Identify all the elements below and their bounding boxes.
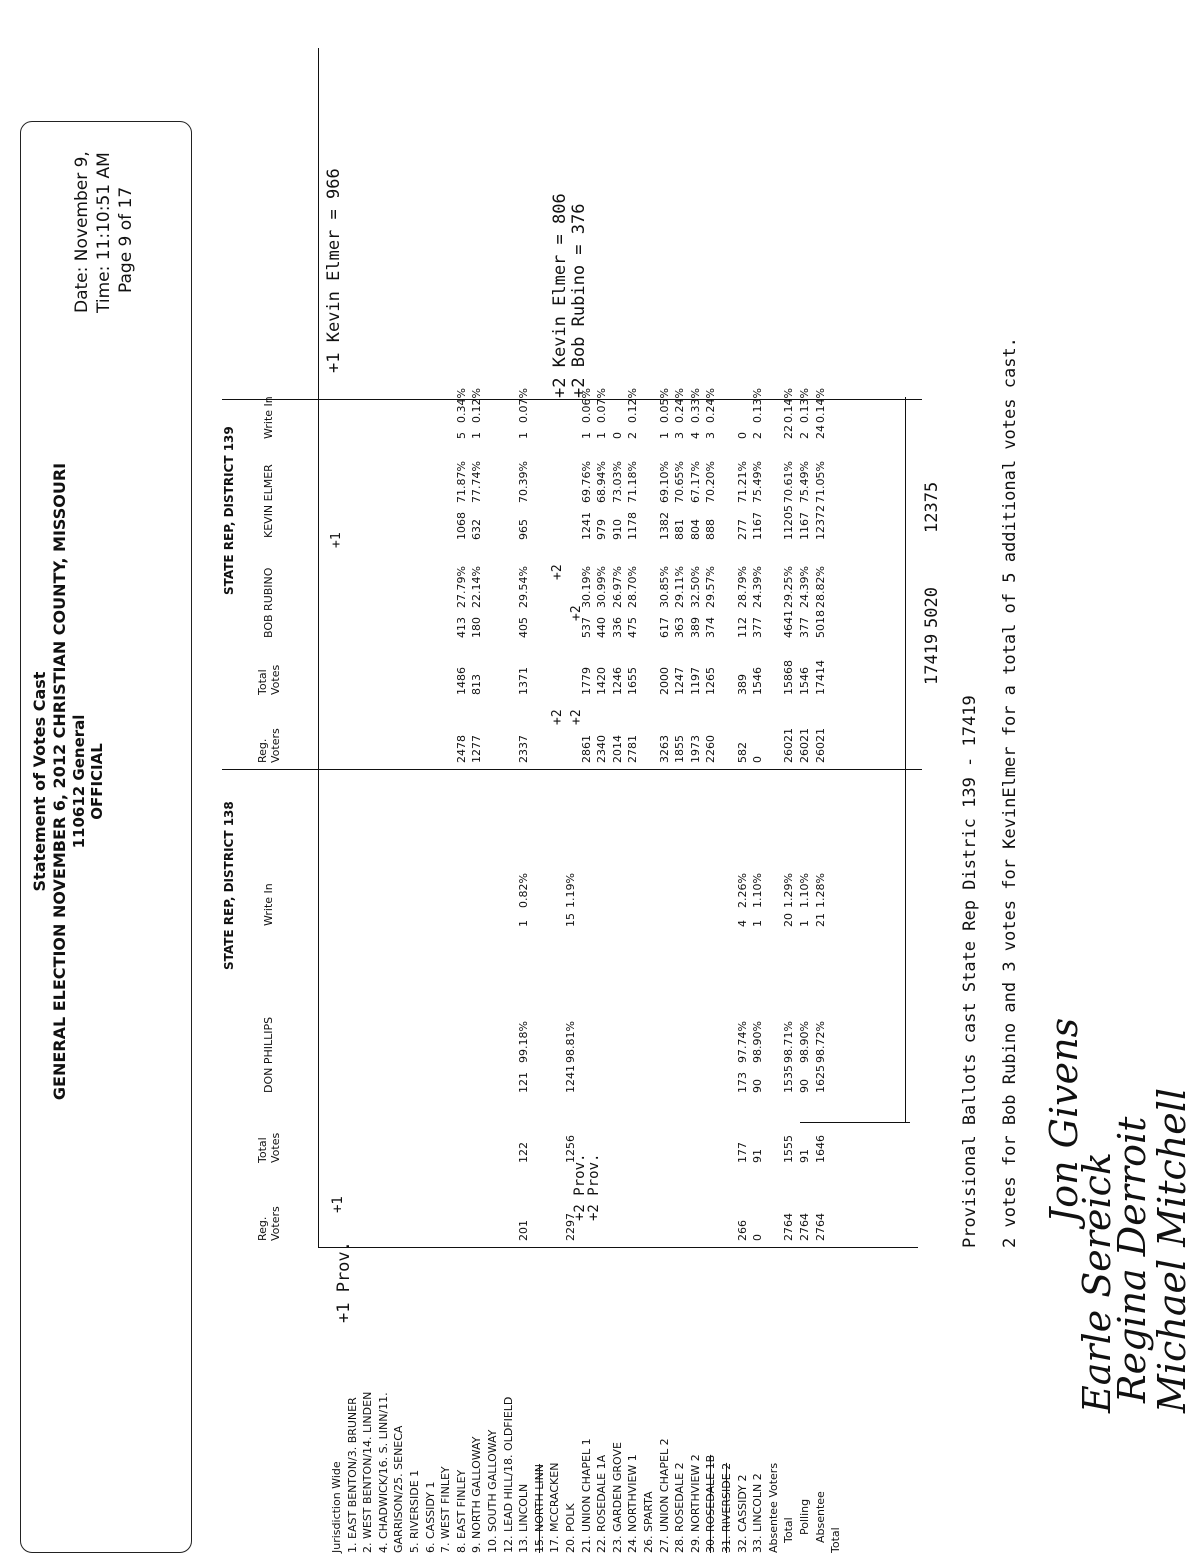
jurisdiction-row: 17. MCCRACKEN [548, 1462, 562, 1553]
table-cell: 71.05% [813, 461, 827, 503]
annotation-kevin-966: +1 Kevin Elmer = 966 [324, 168, 344, 373]
print-time: Time: 11:10:51 AM [94, 152, 114, 313]
jurisdiction-row: 12. LEAD HILL/18. OLDFIELD [501, 1396, 515, 1553]
table-cell: 24 [813, 425, 827, 439]
signature-1: Jon Givens [1042, 1017, 1086, 1223]
table-cell: 1.28% [813, 873, 827, 908]
table-cell: 1371 [517, 667, 531, 695]
table-cell: 98.90% [751, 1021, 765, 1063]
table-cell: 69.10% [657, 461, 671, 503]
table-cell: 617 [657, 617, 671, 638]
table-cell: 377 [751, 617, 765, 638]
table-cell: 1 [798, 920, 811, 927]
table-left-rule [318, 1247, 918, 1248]
table-cell: 3263 [657, 735, 671, 763]
race-title-139: STATE REP, DISTRICT 139 [222, 426, 236, 595]
header-candidate-bob-rubino: BOB RUBINO [262, 567, 275, 638]
additional-votes-note: 2 votes for Bob Rubino and 3 votes for KevinElmer for a total of 5 additional votes cast. [1000, 337, 1020, 1248]
table-cell: 266 [735, 1220, 749, 1241]
jurisdiction-row: Polling [798, 1498, 811, 1535]
table-cell: 2478 [454, 735, 468, 763]
table-cell: 2764 [782, 1213, 796, 1241]
table-cell: 70.61% [782, 461, 796, 503]
table-cell: 1167 [751, 512, 765, 540]
table-cell: 1.19% [564, 873, 577, 908]
table-cell: 2.26% [735, 873, 749, 908]
jurisdiction-row: 20. POLK [564, 1503, 577, 1553]
table-cell: 2014 [610, 735, 624, 763]
signature-3: Regina Derroit [1110, 1116, 1154, 1403]
election-heading: GENERAL ELECTION NOVEMBER 6, 2012 CHRISTIAN COUNTY, MISSOURI [50, 462, 69, 1101]
table-cell: 91 [751, 1149, 765, 1163]
table-cell: 1 [579, 432, 593, 439]
jurisdiction-row: 15. NORTH LINN [532, 1463, 546, 1553]
table-cell: 2764 [813, 1213, 827, 1241]
table-cell: 804 [688, 519, 702, 540]
table-cell: 1 [751, 920, 765, 927]
jurisdiction-row: 22. ROSEDALE 1A [595, 1454, 609, 1553]
table-cell: 374 [704, 617, 718, 638]
table-cell: 77.74% [470, 461, 484, 503]
table-cell: 1382 [657, 512, 671, 540]
jurisdiction-row: Absentee [813, 1491, 827, 1543]
jurisdiction-row: Jurisdiction Wide [330, 1461, 343, 1553]
table-cell: 0 [751, 1234, 765, 1241]
table-cell: 71.87% [454, 461, 468, 503]
table-cell: 632 [470, 519, 484, 540]
table-cell: 0.07% [595, 388, 609, 423]
table-cell: 1 [517, 920, 531, 927]
table-cell: 2 [751, 432, 765, 439]
table-cell: 1855 [673, 735, 687, 763]
election-code: 110612 General [70, 714, 88, 849]
table-cell: 1646 [813, 1135, 827, 1163]
table-cell: 2337 [517, 735, 531, 763]
table-cell: 71.21% [735, 461, 749, 503]
jurisdiction-row: 28. ROSEDALE 2 [673, 1462, 687, 1553]
table-cell: 389 [735, 674, 749, 695]
date-box [20, 121, 192, 1553]
table-cell: 70.39% [517, 461, 531, 503]
table-cell: 69.76% [579, 461, 593, 503]
table-cell: 21 [813, 913, 827, 927]
jurisdiction-row: 1. EAST BENTON/3. BRUNER [345, 1397, 359, 1553]
table-cell: 90 [798, 1079, 811, 1093]
table-cell: 1068 [454, 512, 468, 540]
table-cell: 73.03% [610, 461, 624, 503]
table-cell: 1779 [579, 667, 593, 695]
header-reg-voters-139: Reg. Voters [256, 728, 282, 763]
table-cell: 0.12% [626, 388, 640, 423]
table-cell: 0 [735, 432, 749, 439]
table-cell: 0.13% [798, 388, 811, 423]
jurisdiction-row: 7. WEST FINLEY [439, 1466, 453, 1553]
annotation-plus2-r23: +2 [550, 709, 565, 725]
table-cell: 11205 [782, 505, 796, 540]
table-cell: 1535 [782, 1065, 796, 1093]
jurisdiction-row: 21. UNION CHAPEL 1 [579, 1438, 593, 1553]
table-cell: 30.99% [595, 566, 609, 608]
table-cell: 26.97% [610, 566, 624, 608]
table-cell: 1420 [595, 667, 609, 695]
table-cell: 15868 [782, 660, 796, 695]
table-cell: 98.72% [813, 1021, 827, 1063]
table-cell: 173 [735, 1072, 749, 1093]
table-cell: 29.57% [704, 566, 718, 608]
table-cell: 2 [626, 432, 640, 439]
table-cell: 910 [610, 519, 624, 540]
table-cell: 4 [688, 432, 702, 439]
table-cell: 30.19% [579, 566, 593, 608]
signature-4: Michael Mitchell [1150, 1087, 1194, 1413]
table-cell: 5 [454, 432, 468, 439]
table-cell: 29.25% [782, 566, 796, 608]
jurisdiction-row: 5. RIVERSIDE 1 [408, 1469, 421, 1553]
table-cell: 99.18% [517, 1021, 531, 1063]
jurisdiction-row: 29. NORTHVIEW 2 [688, 1454, 702, 1553]
table-cell: 28.82% [813, 566, 827, 608]
table-cell: 1.10% [798, 873, 811, 908]
table-cell: 75.49% [751, 461, 765, 503]
jurisdiction-row: 26. SPARTA [642, 1491, 655, 1553]
table-cell: 377 [798, 617, 811, 638]
table-cell: 389 [688, 617, 702, 638]
table-cell: 4 [735, 920, 749, 927]
annotation-total-12375: 12375 [922, 481, 942, 533]
jurisdiction-row: Total [782, 1517, 796, 1543]
jurisdiction-row: 24. NORTHVIEW 1 [626, 1454, 640, 1553]
annotation-plus2-pct23: +2 [550, 564, 565, 580]
table-cell: 2 [798, 432, 811, 439]
header-write-in-139: Write In [262, 396, 275, 439]
table-top-rule [318, 48, 319, 1248]
table-cell: 97.74% [735, 1021, 749, 1063]
table-cell: 30.85% [657, 566, 671, 608]
header-candidate-don-phillips: DON PHILLIPS [262, 1016, 275, 1093]
table-cell: 2297 [564, 1213, 577, 1241]
table-cell: 1 [595, 432, 609, 439]
table-cell: 4641 [782, 610, 796, 638]
table-cell: 0.14% [813, 388, 827, 423]
table-cell: 277 [735, 519, 749, 540]
table-cell: 0.05% [657, 388, 671, 423]
table-cell: 813 [470, 674, 484, 695]
table-cell: 1167 [798, 512, 811, 540]
jurisdiction-row: 4. CHADWICK/16. S. LINN/11. [376, 1392, 390, 1553]
table-cell: 0.06% [579, 388, 593, 423]
bottom-rule [905, 397, 906, 1123]
table-cell: 70.65% [673, 461, 687, 503]
table-cell: 1277 [470, 735, 484, 763]
table-cell: 26021 [798, 728, 811, 763]
table-cell: 12372 [813, 505, 827, 540]
table-cell: 180 [470, 617, 484, 638]
jurisdiction-row: 27. UNION CHAPEL 2 [657, 1438, 671, 1553]
annotation-kevin-806: +2 Kevin Elmer = 806 [550, 193, 570, 398]
annotation-prov-29: +2 Prov. [572, 1153, 588, 1221]
table-cell: 413 [454, 617, 468, 638]
table-cell: 1655 [626, 667, 640, 695]
table-cell: 68.94% [595, 461, 609, 503]
table-cell: 29.54% [517, 566, 531, 608]
table-cell: 26021 [782, 728, 796, 763]
table-cell: 32.50% [688, 566, 702, 608]
table-cell: 67.17% [688, 461, 702, 503]
jurisdiction-row: 33. LINCOLN 2 [751, 1473, 765, 1553]
table-cell: 440 [595, 617, 609, 638]
table-cell: 22 [782, 425, 796, 439]
table-cell: 75.49% [798, 461, 811, 503]
table-cell: 1.10% [751, 873, 765, 908]
header-total-votes-138: Total Votes [256, 1132, 282, 1163]
annotation-plus1-reg: +1 [330, 1196, 346, 1213]
jurisdiction-row: 6. CASSIDY 1 [423, 1481, 437, 1553]
table-cell: 3 [704, 432, 718, 439]
table-cell: 0.12% [470, 388, 484, 423]
jurisdiction-row: 9. NORTH GALLOWAY [470, 1436, 484, 1553]
table-cell: 475 [626, 617, 640, 638]
table-cell: 2260 [704, 735, 718, 763]
table-cell: 0.24% [673, 388, 687, 423]
table-cell: 2764 [798, 1213, 811, 1241]
total-row-rule [800, 1122, 910, 1123]
table-cell: 112 [735, 617, 749, 638]
table-cell: 0.13% [751, 388, 765, 423]
document-title: Statement of Votes Cast [30, 671, 49, 892]
table-cell: 1555 [782, 1135, 796, 1163]
table-cell: 1197 [688, 667, 702, 695]
annotation-plus1-elmer: +1 [329, 532, 344, 548]
table-cell: 979 [595, 519, 609, 540]
table-cell: 1546 [798, 667, 811, 695]
table-cell: 28.79% [735, 566, 749, 608]
table-cell: 27.79% [454, 566, 468, 608]
race-divider-138 [222, 769, 922, 770]
table-cell: 1256 [564, 1135, 577, 1163]
page-number: Page 9 of 17 [116, 186, 136, 293]
table-cell: 1 [470, 432, 484, 439]
table-cell: 1546 [751, 667, 765, 695]
header-reg-voters-138: Reg. Voters [256, 1206, 282, 1241]
table-cell: 2861 [579, 735, 593, 763]
table-cell: 15 [564, 913, 577, 927]
table-cell: 881 [673, 519, 687, 540]
table-cell: 405 [517, 617, 531, 638]
race-title-138: STATE REP, DISTRICT 138 [222, 801, 236, 970]
jurisdiction-row: 32. CASSIDY 2 [735, 1474, 749, 1553]
table-cell: 201 [517, 1220, 531, 1241]
table-cell: 0.14% [782, 388, 796, 423]
table-cell: 1625 [813, 1065, 827, 1093]
table-cell: 122 [517, 1142, 531, 1163]
table-cell: 1 [657, 432, 671, 439]
table-cell: 121 [517, 1072, 531, 1093]
table-cell: 0.07% [517, 388, 531, 423]
table-cell: 0.24% [704, 388, 718, 423]
table-cell: 177 [735, 1142, 749, 1163]
header-write-in-138: Write In [262, 883, 275, 926]
provisional-ballots-note: Provisional Ballots cast State Rep Distric 139 - 17419 [960, 695, 980, 1248]
table-cell: 91 [798, 1149, 811, 1163]
table-cell: 1973 [688, 735, 702, 763]
table-cell: 2340 [595, 735, 609, 763]
table-cell: 1241 [564, 1065, 577, 1093]
table-cell: 1265 [704, 667, 718, 695]
table-cell: 537 [579, 617, 593, 638]
table-cell: 24.39% [751, 566, 765, 608]
table-cell: 0.82% [517, 873, 531, 908]
jurisdiction-row: 23. GARDEN GROVE [610, 1442, 624, 1553]
table-cell: 1.29% [782, 873, 796, 908]
official-label: OFFICIAL [88, 743, 106, 820]
annotation-total-17419: 17419 [922, 633, 942, 685]
table-cell: 70.20% [704, 461, 718, 503]
annotation-plus2-r24b: +2 [569, 605, 584, 621]
table-cell: 71.18% [626, 461, 640, 503]
header-total-votes-139: Total Votes [256, 664, 282, 695]
table-cell: 3 [673, 432, 687, 439]
table-cell: 28.70% [626, 566, 640, 608]
table-cell: 98.71% [782, 1021, 796, 1063]
table-cell: 26021 [813, 728, 827, 763]
table-cell: 90 [751, 1079, 765, 1093]
jurisdiction-row: 30. ROSEDALE 1B [704, 1454, 718, 1553]
jurisdiction-row: GARRISON/25. SENECA [392, 1425, 406, 1553]
table-cell: 98.81% [564, 1021, 577, 1063]
annotation-total-5020: 5020 [922, 587, 942, 628]
jurisdiction-row: Absentee Voters [766, 1462, 780, 1553]
annotation-prov-30: +2 Prov. [586, 1153, 602, 1221]
signature-2: Earle Sereick [1075, 1152, 1119, 1413]
table-cell: 1241 [579, 512, 593, 540]
annotation-prov-13: +1 Prov. [334, 1241, 354, 1323]
jurisdiction-row: 10. SOUTH GALLOWAY [486, 1429, 499, 1553]
table-cell: 24.39% [798, 566, 811, 608]
table-cell: 582 [735, 742, 749, 763]
table-cell: 2000 [657, 667, 671, 695]
table-cell: 965 [517, 519, 531, 540]
table-cell: 0 [610, 432, 624, 439]
table-cell: 0.34% [454, 388, 468, 423]
annotation-bob-376: +2 Bob Rubino = 376 [569, 203, 589, 398]
header-candidate-kevin-elmer: KEVIN ELMER [262, 464, 275, 538]
print-date: Date: November 9, [72, 151, 92, 313]
table-cell: 1247 [673, 667, 687, 695]
jurisdiction-row: 8. EAST FINLEY [454, 1469, 468, 1553]
jurisdiction-row: 31. RIVERSIDE 2 [720, 1462, 733, 1553]
table-cell: 5018 [813, 610, 827, 638]
table-cell: 29.11% [673, 566, 687, 608]
table-cell: 1486 [454, 667, 468, 695]
jurisdiction-row: 13. LINCOLN [517, 1483, 531, 1553]
annotation-plus2-r24: +2 [569, 709, 584, 725]
table-cell: 20 [782, 913, 796, 927]
table-cell: 2781 [626, 735, 640, 763]
table-cell: 0.33% [688, 388, 702, 423]
jurisdiction-row: Total [829, 1527, 843, 1553]
table-cell: 888 [704, 519, 718, 540]
table-cell: 17414 [813, 660, 827, 695]
table-cell: 22.14% [470, 566, 484, 608]
table-cell: 1178 [626, 512, 640, 540]
table-cell: 1 [517, 432, 531, 439]
table-cell: 1246 [610, 667, 624, 695]
table-cell: 0 [751, 756, 765, 763]
jurisdiction-row: 2. WEST BENTON/14. LINDEN [361, 1391, 375, 1553]
table-cell: 336 [610, 617, 624, 638]
table-cell: 363 [673, 617, 687, 638]
table-cell: 98.90% [798, 1021, 811, 1063]
